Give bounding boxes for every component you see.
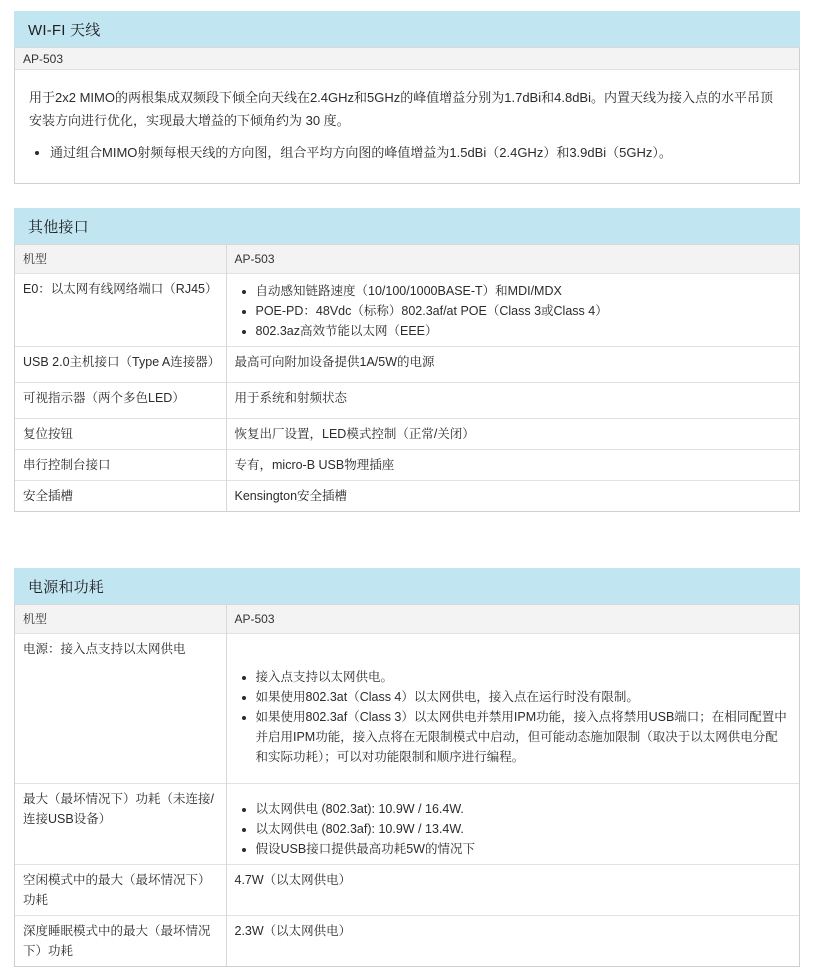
- spec-label-cell: E0：以太网有线网络端口（RJ45）: [15, 274, 226, 347]
- spec-label-cell: 可视指示器（两个多色LED）: [15, 383, 226, 419]
- table-row: [15, 347, 799, 383]
- table-row: [15, 784, 799, 865]
- spec-value-cell: Kensington安全插槽: [226, 481, 799, 512]
- spec-bullet-list: [235, 281, 790, 341]
- spec-bullet-list: [235, 799, 790, 859]
- spec-bullet-item: • 接入点支持以太网供电。: [256, 667, 790, 687]
- section-body-wifi-antenna: [14, 47, 800, 184]
- other-interfaces-table: [15, 245, 799, 511]
- table-row: [15, 450, 799, 481]
- table-row: [15, 634, 799, 784]
- model-row: AP-503: [15, 48, 799, 70]
- spec-bullet-item: • 以太网供电 (802.3at): 10.9W / 16.4W.: [256, 799, 790, 819]
- spec-label-cell: 安全插槽: [15, 481, 226, 512]
- spec-label-cell: 电源：接入点支持以太网供电: [15, 634, 226, 784]
- table-row: [15, 916, 799, 967]
- model-header-value: AP-503: [226, 605, 799, 634]
- spec-value-cell: 最高可向附加设备提供1A/5W的电源: [226, 347, 799, 383]
- spec-label-cell: 最大（最坏情况下）功耗（未连接/连接USB设备）: [15, 784, 226, 865]
- spec-value-cell: 用于系统和射频状态: [226, 383, 799, 419]
- spec-bullet-list: [235, 667, 790, 767]
- spec-value-cell: [226, 274, 799, 347]
- model-header-label: 机型: [15, 245, 226, 274]
- model-header-value: AP-503: [226, 245, 799, 274]
- antenna-bullet-item: • 通过组合MIMO射频每根天线的方向图，组合平均方向图的峰值增益为1.5dBi（2.4GHz）和3.9dBi（5GHz）。: [50, 141, 785, 164]
- spec-value-cell: 恢复出厂设置，LED模式控制（正常/关闭）: [226, 419, 799, 450]
- section-title-power: 电源和功耗: [14, 568, 800, 604]
- spec-value-cell: [226, 784, 799, 865]
- spec-label-cell: 深度睡眠模式中的最大（最坏情况下）功耗: [15, 916, 226, 967]
- table-row: [15, 383, 799, 419]
- spec-label-cell: 串行控制台接口: [15, 450, 226, 481]
- spec-label-cell: 空闲模式中的最大（最坏情况下）功耗: [15, 865, 226, 916]
- spec-value-cell: [226, 634, 799, 784]
- section-body-power: [14, 604, 800, 967]
- spec-value-cell: 4.7W（以太网供电）: [226, 865, 799, 916]
- antenna-description: [15, 70, 799, 183]
- model-header-label: 机型: [15, 605, 226, 634]
- table-row: [15, 274, 799, 347]
- spec-value-cell: 专有，micro-B USB物理插座: [226, 450, 799, 481]
- spec-bullet-item: • POE-PD：48Vdc（标称）802.3af/at POE（Class 3或Class 4）: [256, 301, 790, 321]
- spec-bullet-item: • 如果使用802.3at（Class 4）以太网供电，接入点在运行时没有限制。: [256, 687, 790, 707]
- spec-bullet-item: • 以太网供电 (802.3af): 10.9W / 13.4W.: [256, 819, 790, 839]
- spec-bullet-item: • 802.3az高效节能以太网（EEE）: [256, 321, 790, 341]
- antenna-paragraph: 用于2x2 MIMO的两根集成双频段下倾全向天线在2.4GHz和5GHz的峰值增益分别为1.7dBi和4.8dBi。内置天线为接入点的水平吊顶安装方向进行优化，实现最大增益的下倾角约为 30 度。: [29, 90, 773, 128]
- antenna-bullet-list: [29, 141, 785, 164]
- spec-bullet-item: • 假设USB接口提供最高功耗5W的情况下: [256, 839, 790, 859]
- section-other-interfaces: [14, 208, 800, 512]
- spec-value-cell: 2.3W（以太网供电）: [226, 916, 799, 967]
- table-row: [15, 865, 799, 916]
- table-header-row: [15, 245, 799, 274]
- section-title-other-interfaces: 其他接口: [14, 208, 800, 244]
- table-row: [15, 419, 799, 450]
- spec-label-cell: 复位按钮: [15, 419, 226, 450]
- section-title-wifi-antenna: WI-FI 天线: [14, 11, 800, 47]
- table-header-row: [15, 605, 799, 634]
- table-row: [15, 481, 799, 512]
- spec-bullet-item: • 如果使用802.3af（Class 3）以太网供电并禁用IPM功能，接入点将禁用USB端口；在相同配置中并启用IPM功能，接入点将在无限制模式中启动，但可能动态施加限制（取决于以太网供电分配和实际功耗）；可以对功能限制和顺序进行编程。: [256, 707, 790, 767]
- section-power: [14, 568, 800, 967]
- section-body-other-interfaces: [14, 244, 800, 512]
- spec-label-cell: USB 2.0主机接口（Type A连接器）: [15, 347, 226, 383]
- section-wifi-antenna: [14, 11, 800, 184]
- spec-bullet-item: • 自动感知链路速度（10/100/1000BASE-T）和MDI/MDX: [256, 281, 790, 301]
- power-table: [15, 605, 799, 966]
